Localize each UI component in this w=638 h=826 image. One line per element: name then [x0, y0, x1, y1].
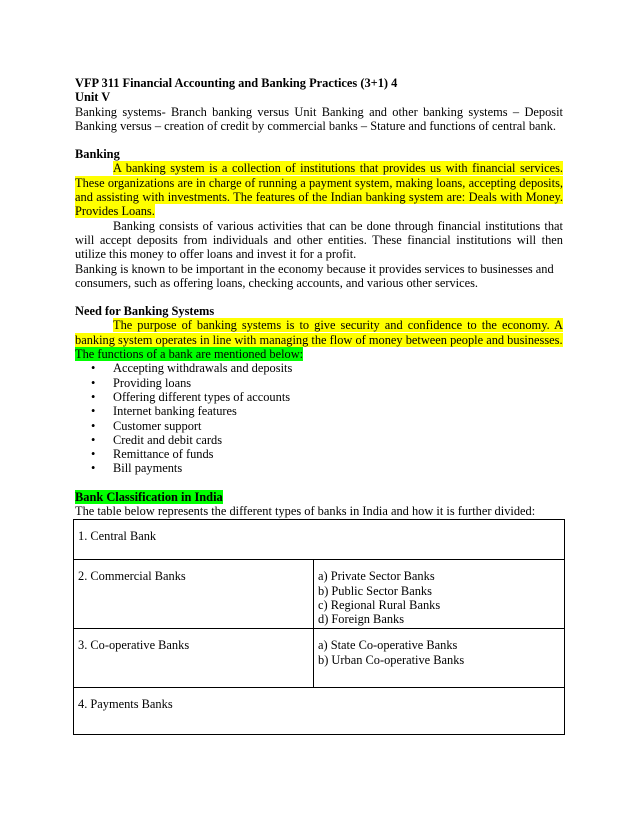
green-highlight: The functions of a bank are mentioned below: [75, 347, 304, 362]
table-row [74, 520, 565, 560]
subtype: d) Foreign Banks [318, 612, 405, 627]
table-row [74, 560, 565, 629]
banking-highlighted-paragraph [75, 161, 563, 218]
functions-intro [75, 347, 563, 361]
subtype: a) Private Sector Banks [318, 569, 435, 584]
syllabus-text: Banking systems- Branch banking versus Unit Banking and other banking systems – Deposit Banking versus – creation of credit by commercial banks – Stature and functions of central bank. [75, 104, 563, 133]
table-cell [314, 629, 565, 688]
functions-list [75, 361, 563, 475]
unit-title: Unit V [75, 90, 111, 105]
need-heading: Need for Banking Systems [75, 304, 215, 319]
list-item: • Accepting withdrawals and deposits [113, 361, 563, 375]
banking-heading: Banking [75, 147, 120, 162]
table-cell: 4. Payments Banks [74, 688, 565, 735]
green-highlight: Bank Classification in India [75, 489, 223, 504]
table-row [74, 629, 565, 688]
classification-heading [75, 490, 563, 504]
subtype: b) Urban Co-operative Banks [318, 652, 465, 667]
subtype: b) Public Sector Banks [318, 583, 432, 598]
list-item: • Internet banking features [113, 404, 563, 418]
list-item: • Bill payments [113, 461, 563, 475]
list-item: • Providing loans [113, 376, 563, 390]
table-cell: 2. Commercial Banks [74, 560, 314, 629]
table-cell: 1. Central Bank [74, 520, 565, 560]
banking-paragraph-3: Banking is known to be important in the economy because it provides services to businesses and consumers, such as offering loans, checking accounts, and various other services. [75, 261, 554, 290]
classification-intro: The table below represents the different types of banks in India and how it is further divided: [75, 504, 536, 519]
table-row [74, 688, 565, 735]
list-item: • Credit and debit cards [113, 433, 563, 447]
list-item: • Offering different types of accounts [113, 390, 563, 404]
document-page [75, 76, 563, 735]
list-item: • Remittance of funds [113, 447, 563, 461]
banking-paragraph-2: Banking consists of various activities that can be done through financial institutions that will accept deposits from individuals and other entities. These financial institutions will then utilize this money to offer loans and invest it for a profit. [75, 218, 563, 262]
table-cell: 3. Co-operative Banks [74, 629, 314, 688]
yellow-highlight: The purpose of banking systems is to give security and confidence to the economy. A banking system operates in line with managing the flow of money between people and businesses. [75, 318, 563, 347]
list-item: • Customer support [113, 419, 563, 433]
subtype: a) State Co-operative Banks [318, 638, 458, 653]
table-cell [314, 560, 565, 629]
subtype: c) Regional Rural Banks [318, 597, 441, 612]
course-title: VFP 311 Financial Accounting and Banking Practices (3+1) 4 [75, 76, 398, 90]
need-highlighted-paragraph [75, 318, 563, 347]
yellow-highlight: A banking system is a collection of institutions that provides us with financial services. These organizations are in charge of running a payment system, making loans, accepting deposits, and assisting with investments. The features of the Indian banking system are: Deals with Money. Provides Loans. [75, 161, 563, 219]
bank-classification-table [73, 519, 565, 735]
